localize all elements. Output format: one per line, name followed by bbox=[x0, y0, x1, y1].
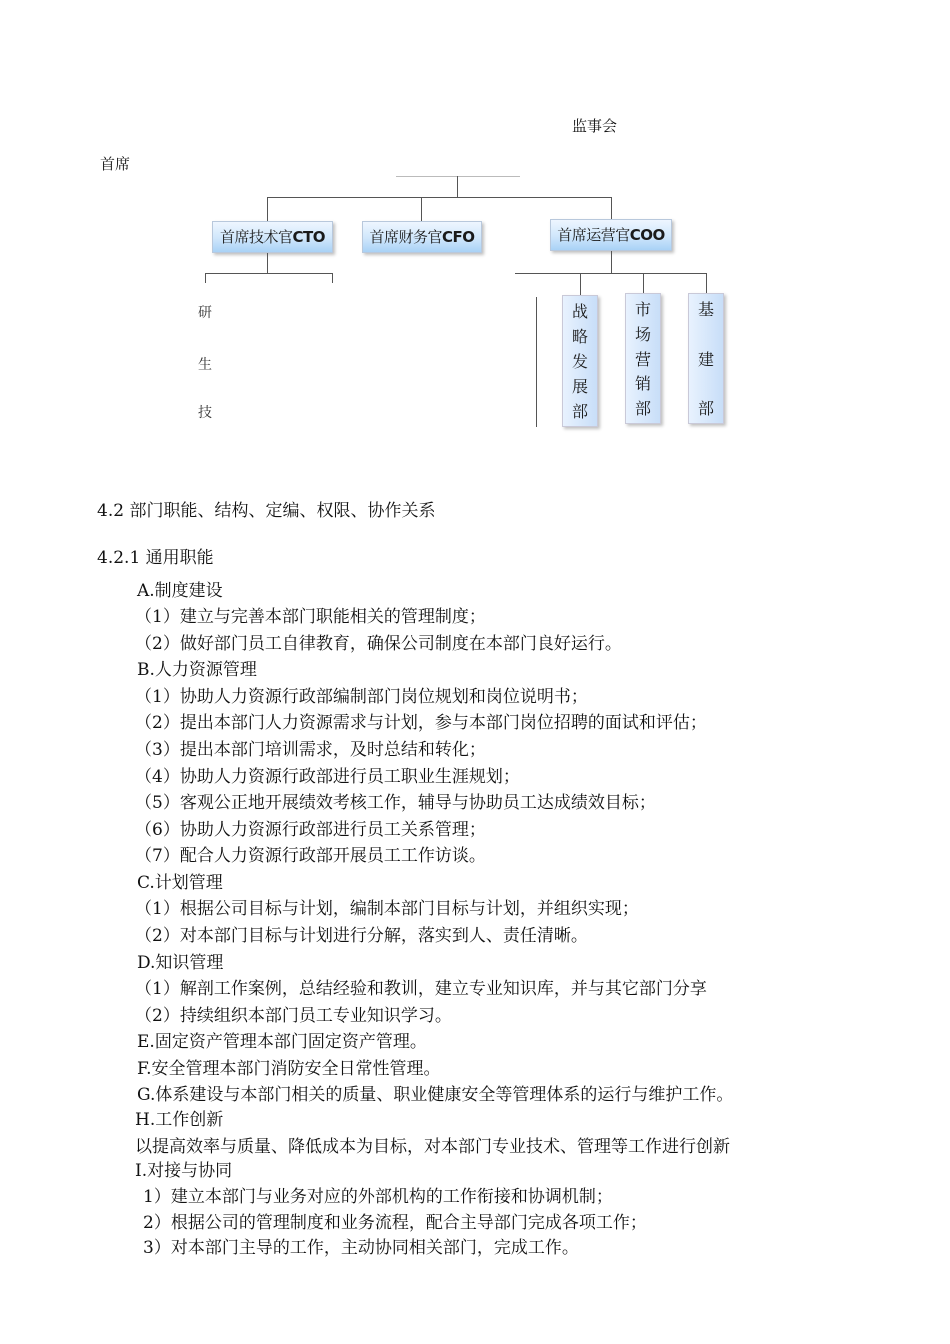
dept-marketing-char: 场 bbox=[634, 324, 651, 344]
connector-horizontal bbox=[267, 197, 612, 198]
dept-strategy-char: 展 bbox=[571, 377, 588, 396]
connector-dept2-drop bbox=[643, 273, 644, 293]
connector-dept3-drop bbox=[706, 273, 707, 293]
body-line: （7）配合人力资源行政部开展员工工作访谈。 bbox=[135, 846, 486, 866]
cfo-abbr: CFO bbox=[442, 228, 475, 246]
body-line: （1）建立与完善本部门职能相关的管理制度； bbox=[135, 607, 486, 627]
board-fragment-label: 监事会 bbox=[572, 117, 618, 135]
cto-child-fragment-2: 生 bbox=[198, 357, 212, 373]
connector-coo-down bbox=[611, 251, 612, 273]
coo-box bbox=[550, 219, 672, 251]
cto-label: 首席技术官 bbox=[219, 228, 293, 246]
cto-box bbox=[212, 221, 333, 253]
body-line: E.固定资产管理本部门固定资产管理。 bbox=[137, 1032, 427, 1052]
cto-child-fragment-3: 技 bbox=[198, 405, 212, 421]
connector-top-stub bbox=[396, 176, 520, 177]
body-line: （6）协助人力资源行政部进行员工关系管理； bbox=[135, 820, 486, 840]
body-line: D.知识管理 bbox=[137, 953, 224, 973]
dept-strategy-char: 发 bbox=[571, 352, 588, 371]
body-line: （2）持续组织本部门员工专业知识学习。 bbox=[135, 1006, 452, 1026]
body-line: （1）协助人力资源行政部编制部门岗位规划和岗位说明书； bbox=[135, 687, 588, 707]
dept-strategy-char: 战 bbox=[571, 302, 588, 321]
dept-marketing-char: 销 bbox=[634, 374, 651, 394]
connector-cto-right-stub bbox=[332, 273, 333, 283]
ceo-fragment-label: 首席 bbox=[100, 155, 131, 173]
dept-construction-box bbox=[688, 293, 724, 424]
body-line: 2）根据公司的管理制度和业务流程，配合主导部门完成各项工作； bbox=[143, 1213, 647, 1233]
body-line: 以提高效率与质量、降低成本为目标，对本部门专业技术、管理等工作进行创新 bbox=[135, 1137, 730, 1157]
connector-coo-horizontal bbox=[515, 273, 707, 274]
dept-strategy-box bbox=[562, 295, 598, 427]
body-line: （5）客观公正地开展绩效考核工作，辅导与协助员工达成绩效目标； bbox=[135, 793, 656, 813]
connector-cfo-drop bbox=[421, 197, 422, 221]
connector-coo-left-vertical bbox=[536, 297, 537, 427]
dept-marketing-char: 部 bbox=[634, 399, 651, 418]
body-line: （1）根据公司目标与计划，编制本部门目标与计划，并组织实现； bbox=[135, 899, 639, 919]
body-line: B.人力资源管理 bbox=[137, 660, 257, 680]
connector-cto-left-stub bbox=[205, 273, 206, 283]
body-line: C.计划管理 bbox=[137, 873, 223, 893]
dept-marketing-box bbox=[625, 293, 661, 424]
connector-center-vertical bbox=[457, 176, 458, 197]
cto-abbr: CTO bbox=[292, 228, 325, 246]
body-line: （2）提出本部门人力资源需求与计划，参与本部门岗位招聘的面试和评估； bbox=[135, 713, 707, 733]
body-line: G.体系建设与本部门相关的质量、职业健康安全等管理体系的运行与维护工作。 bbox=[137, 1085, 734, 1105]
body-line: 3）对本部门主导的工作，主动协同相关部门，完成工作。 bbox=[143, 1238, 579, 1258]
dept-marketing-char: 市 bbox=[634, 300, 651, 319]
dept-marketing-char: 营 bbox=[634, 349, 651, 369]
body-line: （3）提出本部门培训需求，及时总结和转化； bbox=[135, 740, 486, 760]
dept-construction-char: 基 bbox=[697, 300, 714, 319]
body-line: H.工作创新 bbox=[135, 1110, 224, 1130]
dept-strategy-char: 略 bbox=[571, 327, 588, 346]
dept-strategy-char: 部 bbox=[571, 402, 588, 421]
subsection-heading: 4.2.1 通用职能 bbox=[97, 548, 214, 568]
connector-cto-horizontal bbox=[205, 273, 333, 274]
cto-child-fragment-1: 研 bbox=[198, 305, 212, 321]
body-line: （2）对本部门目标与计划进行分解，落实到人、责任清晰。 bbox=[135, 926, 588, 946]
body-line: 1）建立本部门与业务对应的外部机构的工作衔接和协调机制； bbox=[143, 1187, 613, 1207]
section-heading: 4.2 部门职能、结构、定编、权限、协作关系 bbox=[97, 501, 436, 521]
connector-cto-down bbox=[267, 253, 268, 273]
coo-label: 首席运营官 bbox=[557, 226, 630, 244]
connector-coo-drop bbox=[611, 197, 612, 221]
dept-construction-char: 建 bbox=[697, 349, 714, 369]
connector-cto-drop bbox=[267, 197, 268, 221]
body-line: I.对接与协同 bbox=[135, 1161, 233, 1181]
body-line: A.制度建设 bbox=[137, 581, 223, 601]
cfo-label: 首席财务官 bbox=[369, 228, 442, 246]
body-line: （2）做好部门员工自律教育，确保公司制度在本部门良好运行。 bbox=[135, 634, 622, 654]
dept-construction-char: 部 bbox=[697, 399, 714, 418]
cfo-box bbox=[362, 221, 482, 253]
body-line: （4）协助人力资源行政部进行员工职业生涯规划； bbox=[135, 767, 520, 787]
connector-dept1-drop bbox=[580, 273, 581, 295]
body-line: F.安全管理本部门消防安全日常性管理。 bbox=[137, 1059, 441, 1079]
body-line: （1）解剖工作案例，总结经验和教训，建立专业知识库，并与其它部门分享 bbox=[135, 979, 707, 999]
coo-abbr: COO bbox=[629, 226, 665, 244]
